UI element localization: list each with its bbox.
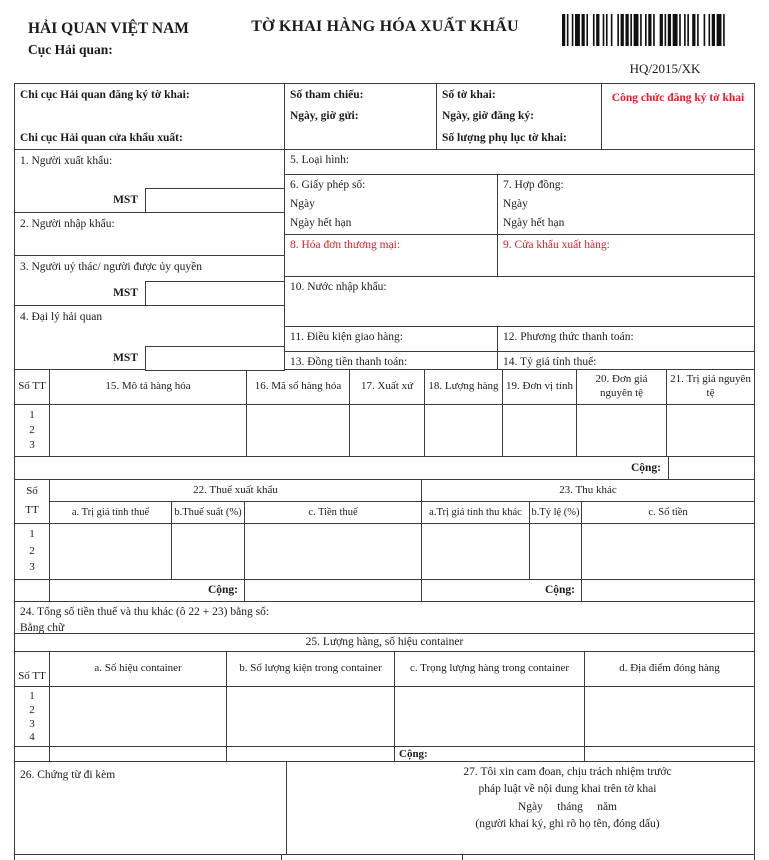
grand-total-label: 24. Tổng số tiền thuế và thu khác (ô 22 + 23) bằng số: [20,606,270,618]
tax-a23-cell [422,524,530,579]
container-row-2: 2 [29,703,35,716]
goods-quantity-cell [425,405,503,456]
tax-sub-c23: c. Số tiền [648,506,688,518]
contract-label: 7. Hợp đồng: [503,178,564,191]
tax-header-main [50,480,754,523]
container-weight-cell [395,687,585,748]
cell-registry-office [15,84,285,149]
tax-row-3: 3 [29,560,35,573]
goods-row-3: 3 [29,438,35,451]
commitment-signature-note: (người khai ký, ghi rõ họ tên, đóng dấu) [475,817,660,830]
container-col-location: d. Địa điểm đóng hàng [619,662,720,675]
container-total-d-cell [585,747,754,761]
delivery-payment-row [285,326,754,351]
shipment-column [285,150,754,369]
registration-row [15,84,754,149]
goods-unit-price-cell [577,405,667,456]
container-total-stt-cell [15,747,50,761]
export-gate-label: 9. Cửa khẩu xuất hàng: [503,238,610,251]
container-col-stt: Số TT [15,652,50,686]
exporter-mst-box [145,188,285,213]
bottom-strip-cell-1 [15,855,282,860]
entrustor-mst-line [113,281,285,306]
registered-datetime-label: Ngày, giờ đăng ký: [442,110,534,123]
goods-row-2: 2 [29,423,35,436]
container-location-cell [585,687,754,748]
container-col-packages: b. Số lượng kiện trong container [227,652,395,686]
currency-rate-row [285,351,754,369]
container-row-4: 4 [29,731,35,744]
declaration-form [14,83,755,860]
license-label: 6. Giấy phép số: [290,178,366,191]
entrustor-label: 3. Người uỷ thác/ người được ủy quyền [20,261,202,273]
commitment-cell [287,762,754,854]
goods-total-label: Cộng: [630,462,661,474]
container-packages-cell [227,687,395,748]
tax-row-numbers [15,524,50,579]
entrustor-mst-box [145,281,285,306]
goods-value-cell [667,405,754,456]
commitment-line1: 27. Tôi xin cam đoan, chịu trách nhiệm trước [463,766,672,778]
goods-body-row [15,404,754,456]
other-fees-total-label: Cộng: [422,580,582,601]
exchange-rate-cell [498,352,754,369]
appendix-count-label: Số lượng phụ lục tờ khai: [442,131,567,144]
importer-box [15,212,284,255]
container-total-row [15,746,754,761]
payment-method-cell [498,327,754,351]
contract-date-label: Ngày [503,198,528,211]
bottom-strip-row [15,854,754,860]
invoice-cell [285,235,498,277]
attached-documents-label: 26. Chứng từ đi kèm [20,769,116,781]
tax-stt-line2: TT [25,504,39,517]
license-expiry-label: Ngày hết hạn [290,217,352,230]
officer-cell: Công chức đăng ký tờ khai [611,92,745,104]
exporter-label: 1. Người xuất khẩu: [20,155,113,167]
amount-in-words-label: Bằng chữ [20,622,65,635]
tax-a22-cell [50,524,172,579]
license-cell [285,175,498,234]
declaration-no-label: Số tờ khai: [442,89,496,101]
goods-unit-cell [503,405,577,456]
goods-col-origin: 17. Xuất xứ [350,370,425,404]
barcode [562,14,728,46]
container-header-row [15,651,754,686]
payment-method-label: 12. Phương thức thanh toán: [503,331,634,344]
import-country-row [285,276,754,326]
commitment-date-line: Ngày tháng năm [517,800,617,813]
agent-mst-line [113,346,285,371]
tax-stt-line1: Số [26,484,38,497]
goods-row-numbers [15,405,50,456]
customs-agent-label: 4. Đại lý hải quan [20,311,103,323]
other-fees-header: 23. Thu khác [559,483,617,496]
form-title: TỜ KHAI HÀNG HÓA XUẤT KHẨU [251,18,519,35]
mst-label: MST [113,287,138,300]
container-row-1: 1 [29,690,35,702]
importer-label: 2. Người nhập khẩu: [20,218,115,230]
export-tax-total-value-cell [245,580,422,601]
container-number-cell [50,687,227,748]
container-total-b-cell [227,747,395,761]
container-section-title: 25. Lượng hàng, số hiệu container [15,633,754,651]
license-date-label: Ngày [290,198,315,211]
invoice-gate-row [285,234,754,277]
exporter-box [15,150,284,212]
tax-sub-header [50,502,754,523]
customs-agent-box [15,305,284,370]
goods-col-unit-price: 20. Đơn giá nguyên tệ [577,370,667,404]
goods-col-quantity: 18. Lượng hàng [425,370,503,404]
tax-sub-a23: a.Trị giá tính thu khác [422,502,530,523]
goods-header-row [15,369,754,404]
delivery-terms-label: 11. Điều kiện giao hàng: [290,331,403,344]
license-contract-row [285,174,754,234]
tax-header-row [15,479,754,523]
tax-group-header [50,480,754,502]
contract-cell [498,175,754,234]
goods-row-1: 1 [29,408,35,421]
goods-description-cell [50,405,247,456]
export-gate-cell [498,235,754,277]
mst-label: MST [113,194,138,207]
tax-total-stt-cell [15,580,50,601]
tax-b23-cell [530,524,582,579]
currency-cell [285,352,498,369]
tax-row-2: 2 [29,544,35,557]
container-total-label: Cộng: [395,747,585,761]
tax-sub-b22: b.Thuế suất (%) [172,502,245,523]
commitment-line2: pháp luật về nội dung khai trên tờ khai [478,783,657,796]
attached-documents-cell [15,762,287,854]
footer-row [15,761,754,854]
cell-declaration-no [437,84,602,149]
goods-col-description: 15. Mô tả hàng hóa [50,370,247,404]
exit-office-label: Chi cục Hải quan cửa khẩu xuất: [20,131,183,144]
import-country-cell [285,277,754,326]
goods-col-unit: 19. Đơn vị tính [503,370,577,404]
container-col-weight: c. Trọng lượng hàng trong container [395,652,585,686]
export-tax-total-label: Cộng: [50,580,245,601]
delivery-terms-cell [285,327,498,351]
contract-expiry-label: Ngày hết hạn [503,217,565,230]
exporter-mst-line [113,188,285,213]
mst-label: MST [113,352,138,365]
tax-b22-cell [172,524,245,579]
goods-total-value-cell [668,457,754,479]
tax-sub-c22: c. Tiền thuế [245,502,422,523]
container-row-3: 3 [29,717,35,730]
goods-hs-code-cell [247,405,350,456]
exchange-rate-label: 14. Tỷ giá tính thuế: [503,355,597,368]
export-tax-header: 22. Thuế xuất khẩu [50,480,422,501]
tax-c23-cell [582,524,754,579]
container-row-numbers [15,687,50,748]
customs-department-label: Cục Hải quan: [28,42,113,57]
tax-c22-cell [245,524,422,579]
goods-col-hs-code: 16. Mã số hàng hóa [247,370,350,404]
parties-shipment-row [15,149,754,369]
container-col-number: a. Số hiệu container [50,652,227,686]
reference-no-label: Số tham chiếu: [290,89,364,101]
type-cell [285,150,754,174]
customs-agency-title: HẢI QUAN VIỆT NAM [28,20,189,37]
container-total-a-cell [50,747,227,761]
goods-total-row [15,456,754,479]
tax-sub-b23: b.Tỷ lệ (%) [530,502,582,523]
sent-datetime-label: Ngày, giờ gửi: [290,110,359,123]
grand-total-section [15,601,754,633]
goods-col-value: 21. Trị giá nguyên tệ [670,373,751,399]
bottom-strip-cell-2 [282,855,463,860]
tax-body-row [15,523,754,579]
tax-sub-a22: a. Trị giá tính thuế [50,502,172,523]
invoice-label: 8. Hóa đơn thương mại: [290,238,401,251]
goods-origin-cell [350,405,425,456]
import-country-label: 10. Nước nhập khẩu: [290,281,387,294]
type-label: 5. Loại hình: [290,154,350,166]
currency-label: 13. Đồng tiền thanh toán: [290,355,408,368]
agent-mst-box [145,346,285,371]
container-body-row [15,686,754,746]
tax-total-row [15,579,754,601]
parties-column [15,150,285,369]
goods-col-stt: Số TT [15,370,50,404]
bottom-strip-cell-3 [463,855,754,860]
cell-reference [285,84,437,149]
other-fees-total-value-cell [582,580,754,601]
entrustor-box [15,255,284,305]
tax-row-1: 1 [29,528,35,541]
tax-col-stt [15,480,50,523]
type-row [285,150,754,174]
form-code-label: HQ/2015/XK [629,61,701,76]
registry-office-label: Chi cục Hải quan đăng ký tờ khai: [20,89,190,101]
